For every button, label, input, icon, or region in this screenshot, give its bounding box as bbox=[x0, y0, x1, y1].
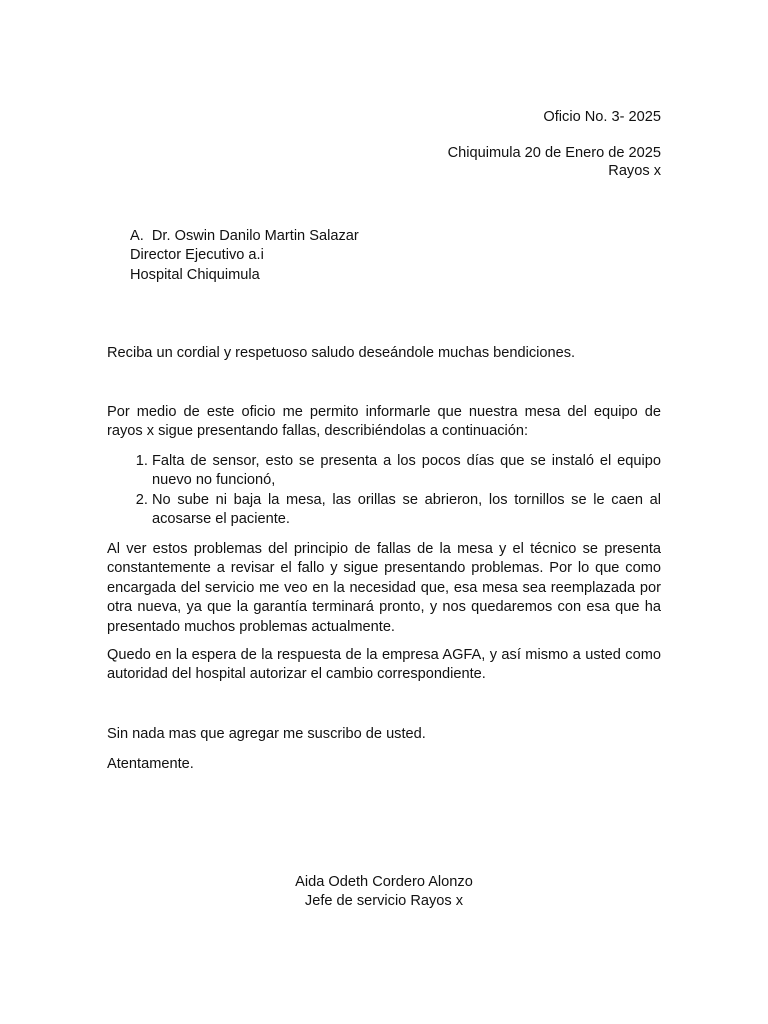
intro-paragraph: Por medio de este oficio me permito informarle que nuestra mesa del equipo de rayos x sigue presentando fallas, describiéndolas a continuación: bbox=[107, 404, 661, 440]
signer-name: Aida Odeth Cordero Alonzo bbox=[295, 874, 473, 890]
addressee-block bbox=[130, 227, 359, 285]
fault-item: 1. Falta de sensor, esto se presenta a los pocos días que se instaló el equipo nuevo no funcionó, bbox=[152, 452, 661, 491]
addressee-name: A. Dr. Oswin Danilo Martin Salazar bbox=[130, 228, 359, 244]
addressee-position: Director Ejecutivo a.i bbox=[130, 247, 264, 264]
fault-item: 2. No sube ni baja la mesa, las orillas se abrieron, los tornillos se le caen al acosarse el paciente. bbox=[152, 491, 661, 530]
fault-list bbox=[107, 452, 661, 530]
letter-department: Rayos x bbox=[608, 163, 661, 179]
letter-reference: Oficio No. 3- 2025 bbox=[543, 109, 661, 125]
request-paragraph: Quedo en la espera de la respuesta de la empresa AGFA, y así mismo a usted como autoridad del hospital autorizar el cambio correspondiente. bbox=[107, 647, 661, 683]
sign-off: Atentamente. bbox=[107, 756, 194, 772]
greeting-paragraph: Reciba un cordial y respetuoso saludo deseándole muchas bendiciones. bbox=[107, 345, 576, 361]
letter-place-date: Chiquimula 20 de Enero de 2025 bbox=[447, 145, 661, 161]
signature-block bbox=[0, 873, 768, 912]
problem-paragraph: Al ver estos problemas del principio de fallas de la mesa y el técnico se presenta constantemente a revisar el fallo y sigue presentando problemas. Por lo que como encargada del servicio me veo en la necesidad que, esa mesa sea reemplazada por otra nueva, ya que la garantía terminará pronto, y nos quedaremos con esa que ha presentado muchos problemas actualmente. bbox=[107, 541, 661, 635]
closing-line: Sin nada mas que agregar me suscribo de usted. bbox=[107, 726, 426, 742]
signer-title: Jefe de servicio Rayos x bbox=[304, 893, 464, 910]
addressee-institution: Hospital Chiquimula bbox=[130, 266, 260, 283]
